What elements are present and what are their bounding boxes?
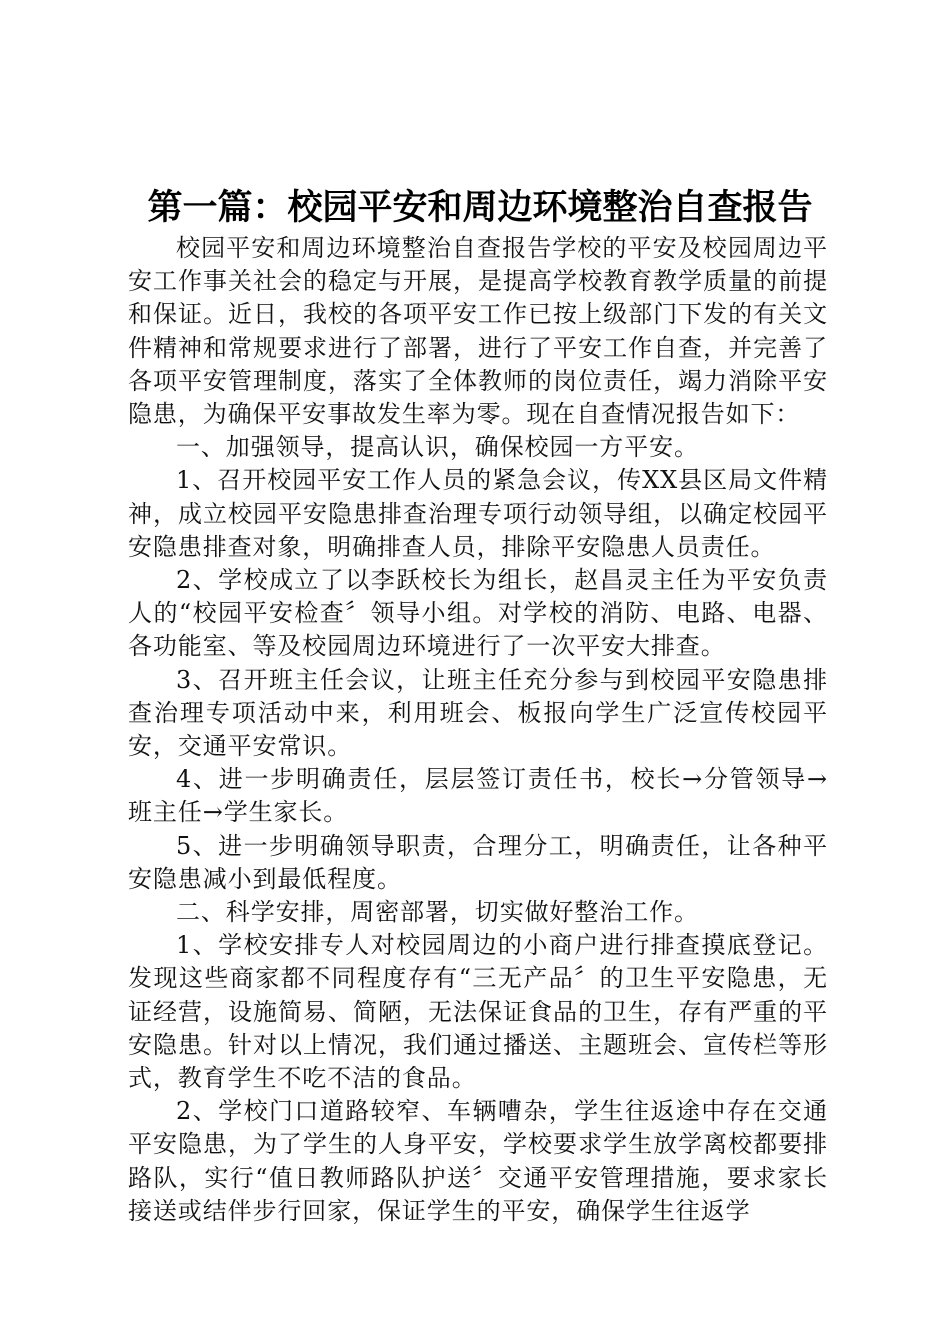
paragraph-item: 1、召开校园平安工作人员的紧急会议，传XX县区局文件精神，成立校园平安隐患排查治理专项行动领导组，以确定校园平安隐患排查对象，明确排查人员，排除平安隐患人员责任。 bbox=[128, 466, 828, 561]
section-heading-2: 二、科学安排，周密部署，切实做好整治工作。 bbox=[176, 898, 699, 927]
paragraph-item: 2、学校成立了以李跃校长为组长，赵昌灵主任为平安负责人的“校园平安检查〞领导小组。对学校的消防、电路、电器、各功能室、等及校园周边环境进行了一次平安大排查。 bbox=[128, 566, 828, 661]
paragraph-intro: 校园平安和周边环境整治自查报告学校的平安及校园周边平安工作事关社会的稳定与开展，是提高学校教育教学质量的前提和保证。近日，我校的各项平安工作已按上级部门下发的有关文件精神和常规要求进行了部署，进行了平安工作自查，并完善了各项平安管理制度，落实了全体教师的岗位责任，竭力消除平安隐患，为确保平安事故发生率为零。现在自查情况报告如下： bbox=[128, 234, 828, 429]
paragraph-item: 3、召开班主任会议，让班主任充分参与到校园平安隐患排查治理专项活动中来，利用班会、板报向学生广泛宣传校园平安，交通平安常识。 bbox=[128, 665, 828, 761]
paragraph-item: 4、进一步明确责任，层层签订责任书，校长→分管领导→班主任→学生家长。 bbox=[128, 765, 828, 827]
document-title: 第一篇：校园平安和周边环境整治自查报告 bbox=[147, 187, 813, 228]
paragraph-item: 1、学校安排专人对校园周边的小商户进行排查摸底登记。发现这些商家都不同程度存有“三无产品〞的卫生平安隐患，无证经营，设施简易、简陋，无法保证食品的卫生，存有严重的平安隐患。针对以上情况，我们通过播送、主题班会、宣传栏等形式，教育学生不吃不洁的食品。 bbox=[128, 931, 828, 1093]
paragraph-item: 2、学校门口道路较窄、车辆嘈杂，学生往返途中存在交通平安隐患，为了学生的人身平安，学校要求学生放学离校都要排路队，实行“值日教师路队护送〞交通平安管理措施，要求家长接送或结伴步行回家，保证学生的平安，确保学生往返学 bbox=[128, 1097, 828, 1225]
section-heading-1: 一、加强领导，提高认识，确保校园一方平安。 bbox=[176, 433, 699, 462]
document-body bbox=[128, 232, 828, 1228]
paragraph-item: 5、进一步明确领导职责，合理分工，明确责任，让各种平安隐患减小到最低程度。 bbox=[128, 831, 828, 893]
